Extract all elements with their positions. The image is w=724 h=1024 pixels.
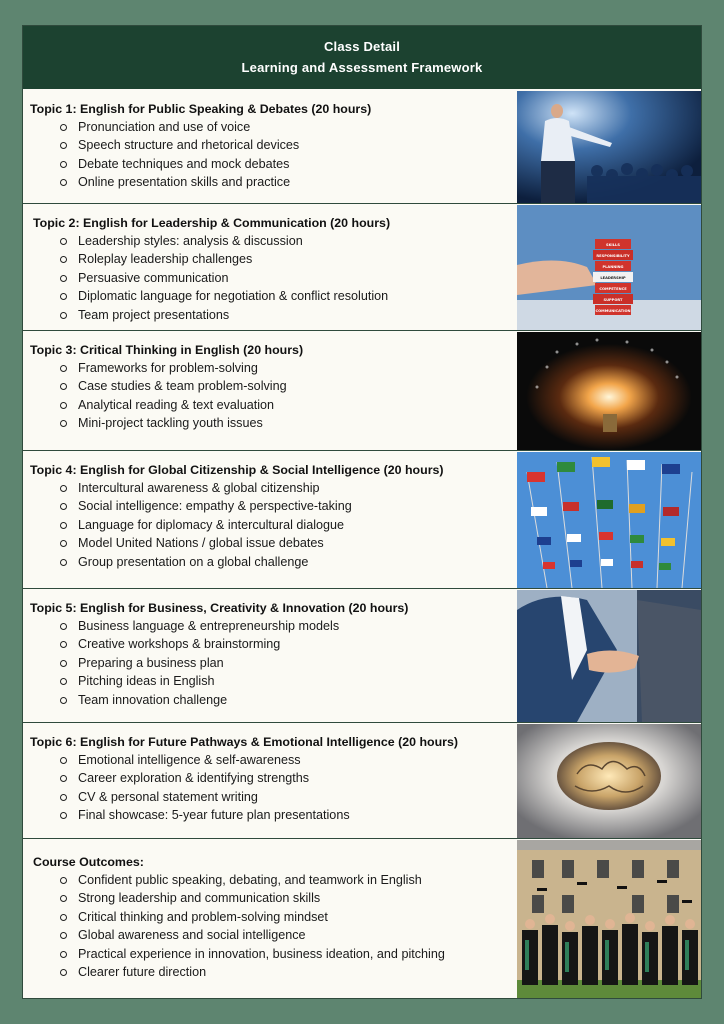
list-item: Roleplay leadership challenges xyxy=(30,250,518,268)
list-item: Final showcase: 5-year future plan presentations xyxy=(30,806,518,824)
bullet-icon xyxy=(60,383,67,390)
bullet-icon xyxy=(60,420,67,427)
list-item: Pronunciation and use of voice xyxy=(30,118,518,136)
list-item: Team project presentations xyxy=(30,306,518,324)
bullet-icon xyxy=(60,124,67,131)
topic-row-6 xyxy=(23,723,701,839)
list-item: Debate techniques and mock debates xyxy=(30,155,518,173)
list-item: Language for diplomacy & intercultural dialogue xyxy=(30,516,518,534)
topic-row-3 xyxy=(23,331,701,451)
glowing-brain-photo xyxy=(517,724,701,838)
list-item: Preparing a business plan xyxy=(30,654,518,672)
topic-text-5 xyxy=(30,589,518,709)
bullet-icon xyxy=(60,238,67,245)
course-outcomes-title: Course Outcomes: xyxy=(33,855,144,869)
topic-text-3 xyxy=(30,331,518,433)
svg-text:PLANNING: PLANNING xyxy=(602,265,624,269)
bullet-icon xyxy=(60,275,67,282)
bullet-icon xyxy=(60,794,67,801)
page-header xyxy=(23,26,701,89)
svg-text:SUPPORT: SUPPORT xyxy=(603,298,623,302)
bullet-icon xyxy=(60,969,67,976)
list-item: Diplomatic language for negotiation & conflict resolution xyxy=(30,287,518,305)
topic-title: Topic 1: English for Public Speaking & Debates (20 hours) xyxy=(30,102,372,116)
topic-list xyxy=(30,232,518,324)
topic-title: Topic 2: English for Leadership & Communication (20 hours) xyxy=(33,216,391,230)
framework-sheet xyxy=(22,25,702,999)
topic-title: Topic 3: Critical Thinking in English (20 hours) xyxy=(30,343,304,357)
bullet-icon xyxy=(60,951,67,958)
list-item: Strong leadership and communication skills xyxy=(30,889,518,907)
topic-title: Topic 4: English for Global Citizenship & Social Intelligence (20 hours) xyxy=(30,463,444,477)
bullet-icon xyxy=(60,641,67,648)
bullet-icon xyxy=(60,256,67,263)
list-item: Online presentation skills and practice xyxy=(30,173,518,191)
topic-list xyxy=(30,617,518,709)
bullet-icon xyxy=(60,503,67,510)
svg-text:RESPONSIBILITY: RESPONSIBILITY xyxy=(596,254,630,258)
svg-text:SKILLS: SKILLS xyxy=(606,243,620,247)
topic-title: Topic 6: English for Future Pathways & Emotional Intelligence (20 hours) xyxy=(30,735,458,749)
list-item: Frameworks for problem-solving xyxy=(30,359,518,377)
svg-text:COMPETENCE: COMPETENCE xyxy=(599,287,627,291)
list-item: Critical thinking and problem-solving mindset xyxy=(30,908,518,926)
svg-text:LEADERSHIP: LEADERSHIP xyxy=(600,276,626,280)
list-item: Persuasive communication xyxy=(30,269,518,287)
bullet-icon xyxy=(60,312,67,319)
bullet-icon xyxy=(60,812,67,819)
svg-text:COMMUNICATION: COMMUNICATION xyxy=(595,309,631,313)
header-subtitle: Learning and Assessment Framework xyxy=(241,60,483,75)
bullet-icon xyxy=(60,757,67,764)
list-item: Group presentation on a global challenge xyxy=(30,553,518,571)
list-item: Emotional intelligence & self-awareness xyxy=(30,751,518,769)
course-outcomes-text xyxy=(30,839,518,981)
bullet-icon xyxy=(60,540,67,547)
list-item: CV & personal statement writing xyxy=(30,788,518,806)
leadership-blocks-photo xyxy=(517,205,701,330)
world-flags-photo xyxy=(517,452,701,588)
topic-title: Topic 5: English for Business, Creativity & Innovation (20 hours) xyxy=(30,601,409,615)
topic-text-1 xyxy=(30,90,518,192)
bullet-icon xyxy=(60,932,67,939)
topic-row-2 xyxy=(23,204,701,331)
topic-row-4 xyxy=(23,451,701,589)
list-item: Social intelligence: empathy & perspective-taking xyxy=(30,497,518,515)
list-item: Clearer future direction xyxy=(30,963,518,981)
graduation-celebration-photo xyxy=(517,840,701,998)
speaker-on-stage-photo xyxy=(517,91,701,203)
bullet-icon xyxy=(60,660,67,667)
bullet-icon xyxy=(60,485,67,492)
lightbulb-ideas-photo xyxy=(517,332,701,450)
list-item: Model United Nations / global issue debates xyxy=(30,534,518,552)
list-item: Analytical reading & text evaluation xyxy=(30,396,518,414)
topic-row-1 xyxy=(23,90,701,204)
list-item: Practical experience in innovation, business ideation, and pitching xyxy=(30,945,518,963)
course-outcomes-row xyxy=(23,839,701,999)
header-title: Class Detail xyxy=(323,39,401,54)
bullet-icon xyxy=(60,161,67,168)
topic-text-4 xyxy=(30,451,518,571)
bullet-icon xyxy=(60,678,67,685)
list-item: Global awareness and social intelligence xyxy=(30,926,518,944)
bullet-icon xyxy=(60,697,67,704)
list-item: Business language & entrepreneurship models xyxy=(30,617,518,635)
bullet-icon xyxy=(60,522,67,529)
bullet-icon xyxy=(60,914,67,921)
topic-text-2 xyxy=(30,204,518,324)
bullet-icon xyxy=(60,142,67,149)
list-item: Career exploration & identifying strengths xyxy=(30,769,518,787)
topic-list xyxy=(30,359,518,433)
list-item: Team innovation challenge xyxy=(30,691,518,709)
list-item: Confident public speaking, debating, and teamwork in English xyxy=(30,871,518,889)
topic-list xyxy=(30,479,518,571)
bullet-icon xyxy=(60,365,67,372)
bullet-icon xyxy=(60,293,67,300)
list-item: Pitching ideas in English xyxy=(30,672,518,690)
business-handshake-photo xyxy=(517,590,701,722)
topic-list xyxy=(30,751,518,825)
bullet-icon xyxy=(60,877,67,884)
topic-row-5 xyxy=(23,589,701,723)
bullet-icon xyxy=(60,775,67,782)
list-item: Mini-project tackling youth issues xyxy=(30,414,518,432)
bullet-icon xyxy=(60,402,67,409)
topic-text-6 xyxy=(30,723,518,825)
bullet-icon xyxy=(60,559,67,566)
bullet-icon xyxy=(60,179,67,186)
outcomes-list xyxy=(30,871,518,981)
list-item: Speech structure and rhetorical devices xyxy=(30,136,518,154)
list-item: Case studies & team problem-solving xyxy=(30,377,518,395)
bullet-icon xyxy=(60,895,67,902)
list-item: Creative workshops & brainstorming xyxy=(30,635,518,653)
list-item: Leadership styles: analysis & discussion xyxy=(30,232,518,250)
bullet-icon xyxy=(60,623,67,630)
topic-list xyxy=(30,118,518,192)
list-item: Intercultural awareness & global citizenship xyxy=(30,479,518,497)
